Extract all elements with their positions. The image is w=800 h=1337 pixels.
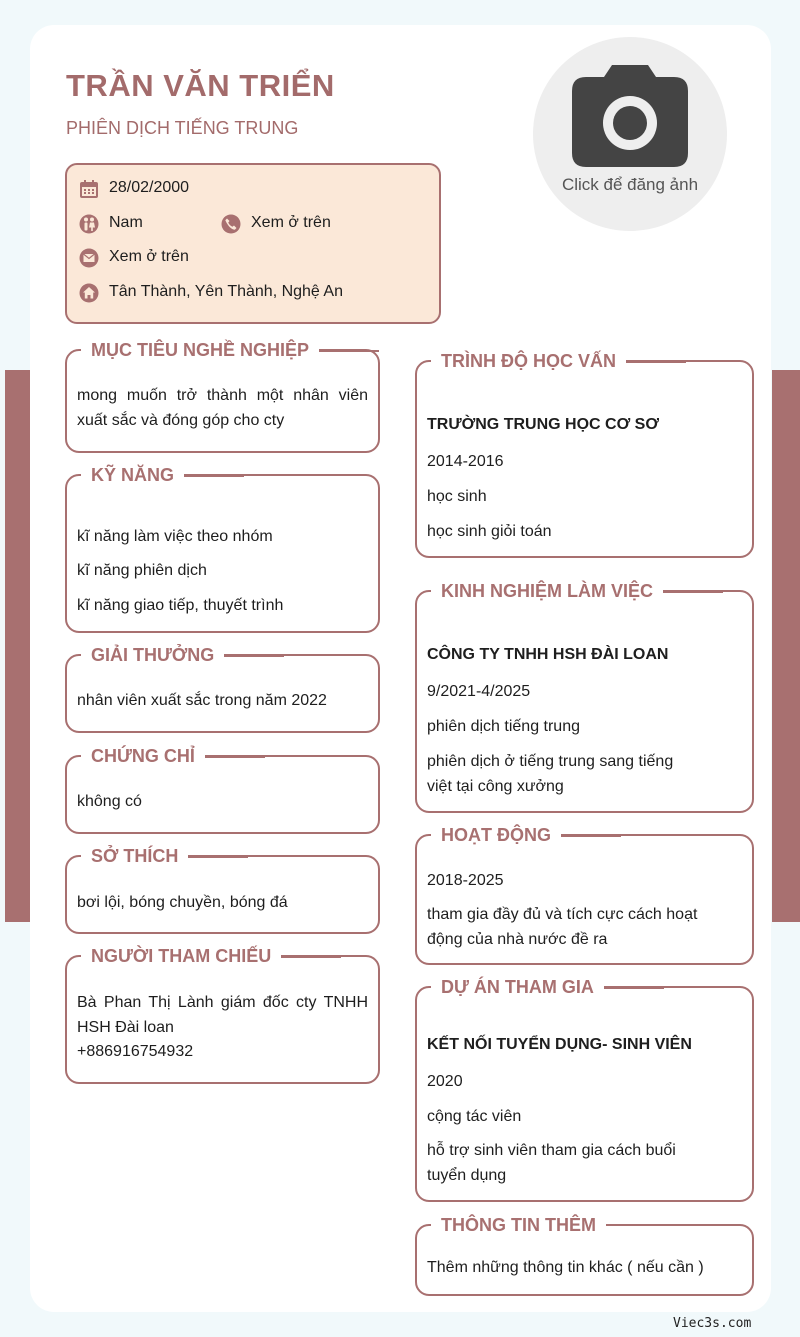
activity-detail[interactable]: tham gia đầy đủ và tích cực cách hoạt động của nhà nước đề ra <box>427 906 698 948</box>
home-icon <box>79 283 99 303</box>
experience-detail[interactable]: phiên dịch ở tiếng trung sang tiếng việt tại công xưởng <box>427 753 674 795</box>
project-detail[interactable]: hỗ trợ sinh viên tham gia cách buổi tuyển dụng <box>427 1142 676 1184</box>
project-name[interactable]: KẾT NỐI TUYỂN DỤNG- SINH VIÊN <box>427 1036 692 1053</box>
award-text[interactable]: nhân viên xuất sắc trong năm 2022 <box>77 692 327 709</box>
section-hobbies <box>65 846 380 934</box>
job-title[interactable]: PHIÊN DỊCH TIẾNG TRUNG <box>66 118 299 138</box>
section-skills <box>65 465 380 633</box>
reference-text[interactable]: Bà Phan Thị Lành giám đốc cty TNHH HSH Đài loan <box>77 994 368 1036</box>
right-accent-bar <box>772 370 800 922</box>
education-school[interactable]: TRƯỜNG TRUNG HỌC CƠ SƠ <box>427 416 659 433</box>
additional-info-text[interactable]: Thêm những thông tin khác ( nếu cần ) <box>427 1259 704 1276</box>
reference-phone[interactable]: +886916754932 <box>77 1043 194 1060</box>
section-title: THÔNG TIN THÊM <box>431 1212 606 1238</box>
objective-text[interactable]: mong muốn trở thành một nhân viên xuất sắc và đóng góp cho cty <box>77 387 368 429</box>
section-education <box>415 351 754 558</box>
calendar-icon <box>79 179 99 199</box>
section-title: CHỨNG CHỈ <box>81 743 205 769</box>
section-title: TRÌNH ĐỘ HỌC VẤN <box>431 348 626 374</box>
section-awards <box>65 645 380 733</box>
candidate-name[interactable]: TRẦN VĂN TRIỂN <box>66 68 335 103</box>
site-watermark: Viec3s.com <box>673 1316 752 1331</box>
phone-icon <box>221 214 241 234</box>
section-additional-info <box>415 1215 754 1296</box>
section-projects <box>415 977 754 1202</box>
skill-item[interactable]: kĩ năng giao tiếp, thuyết trình <box>77 597 284 614</box>
experience-company[interactable]: CÔNG TY TNHH HSH ĐÀI LOAN <box>427 646 669 663</box>
section-title: KINH NGHIỆM LÀM VIỆC <box>431 578 663 604</box>
education-detail[interactable]: học sinh giỏi toán <box>427 523 552 540</box>
experience-position[interactable]: phiên dịch tiếng trung <box>427 718 580 735</box>
section-title: HOẠT ĐỘNG <box>431 822 561 848</box>
contact-info-box: 28/02/2000 Nam Xem ở trên Xem ở trên Tân Thành, Yên Thành, Nghệ An <box>65 163 441 324</box>
project-role[interactable]: cộng tác viên <box>427 1108 522 1125</box>
experience-period[interactable]: 9/2021-4/2025 <box>427 683 531 700</box>
section-certificates <box>65 746 380 834</box>
activity-period[interactable]: 2018-2025 <box>427 872 504 889</box>
hobbies-text[interactable]: bơi lội, bóng chuyền, bóng đá <box>77 894 288 911</box>
section-title: NGƯỜI THAM CHIẾU <box>81 943 281 969</box>
left-accent-bar <box>5 370 33 922</box>
photo-upload-hint: Click để đăng ảnh <box>561 175 699 194</box>
section-career-objective <box>65 340 380 453</box>
gender-icon <box>79 214 99 234</box>
section-work-experience <box>415 581 754 813</box>
section-title: MỤC TIÊU NGHỀ NGHIỆP <box>81 337 319 363</box>
section-title: SỞ THÍCH <box>81 843 188 869</box>
camera-icon <box>572 65 688 167</box>
section-title: GIẢI THƯỞNG <box>81 642 224 668</box>
photo-upload[interactable] <box>533 37 727 231</box>
section-title: DỰ ÁN THAM GIA <box>431 974 604 1000</box>
skill-item[interactable]: kĩ năng phiên dịch <box>77 562 207 579</box>
education-period[interactable]: 2014-2016 <box>427 453 504 470</box>
section-title: KỸ NĂNG <box>81 462 184 488</box>
project-year[interactable]: 2020 <box>427 1073 463 1090</box>
section-references <box>65 946 380 1084</box>
certificate-text[interactable]: không có <box>77 793 142 810</box>
education-role[interactable]: học sinh <box>427 488 487 505</box>
skill-item[interactable]: kĩ năng làm việc theo nhóm <box>77 528 273 545</box>
section-activities <box>415 825 754 965</box>
envelope-icon <box>79 248 99 268</box>
